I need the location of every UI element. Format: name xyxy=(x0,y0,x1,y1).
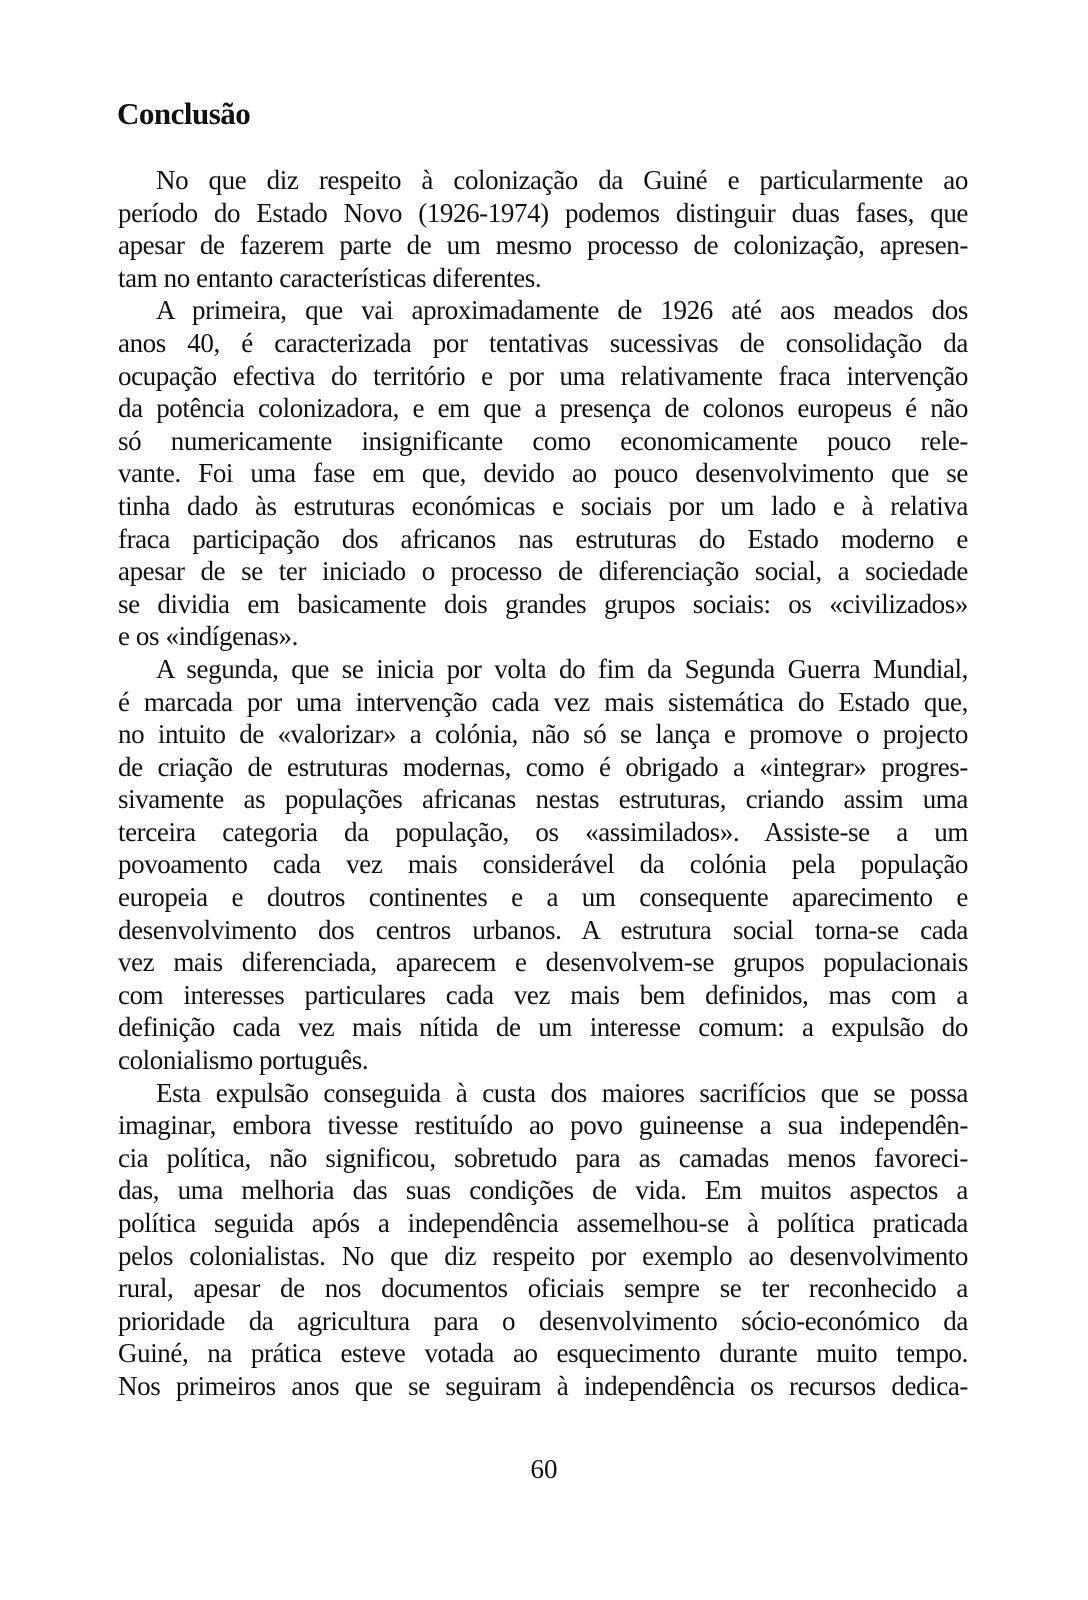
text-line: Nos primeiros anos que se seguiram à independência os recursos dedica- xyxy=(118,1370,968,1401)
text-line: desenvolvimento dos centros urbanos. A estrutura social torna-se cada xyxy=(118,914,968,945)
text-line: tinha dado às estruturas económicas e sociais por um lado e à relativa xyxy=(118,490,968,521)
text-line: A primeira, que vai aproximadamente de 1926 até aos meados dos xyxy=(156,295,968,326)
text-line: europeia e doutros continentes e a um consequente aparecimento e xyxy=(118,882,968,913)
text-line: terceira categoria da população, os «assimilados». Assiste-se a um xyxy=(118,816,968,847)
text-line: e os «indígenas». xyxy=(118,621,298,652)
text-line: se dividia em basicamente dois grandes grupos sociais: os «civilizados» xyxy=(118,588,968,619)
text-line: definição cada vez mais nítida de um interesse comum: a expulsão do xyxy=(118,1012,968,1043)
text-line: período do Estado Novo (1926-1974) podemos distinguir duas fases, que xyxy=(118,197,968,228)
text-line: rural, apesar de nos documentos oficiais sempre se ter reconhecido a xyxy=(118,1273,968,1304)
text-line: vante. Foi uma fase em que, devido ao pouco desenvolvimento que se xyxy=(118,458,968,489)
text-line: pelos colonialistas. No que diz respeito por exemplo ao desenvolvimento xyxy=(118,1240,968,1271)
text-line: no intuito de «valorizar» a colónia, não só se lança e promove o projecto xyxy=(118,719,968,750)
page-number: 60 xyxy=(530,1454,558,1484)
text-line: apesar de fazerem parte de um mesmo processo de colonização, apresen- xyxy=(118,230,968,261)
text-line: vez mais diferenciada, aparecem e desenvolvem-se grupos populacionais xyxy=(118,947,968,978)
text-line: tam no entanto características diferentes. xyxy=(118,262,542,293)
text-line: anos 40, é caracterizada por tentativas sucessivas de consolidação da xyxy=(118,327,968,358)
text-line: da potência colonizadora, e em que a presença de colonos europeus é não xyxy=(118,393,968,424)
text-line: com interesses particulares cada vez mais bem definidos, mas com a xyxy=(118,979,968,1010)
text-line: colonialismo português. xyxy=(118,1045,369,1076)
section-heading: Conclusão xyxy=(117,96,251,131)
text-line: prioridade da agricultura para o desenvolvimento sócio-económico da xyxy=(118,1305,968,1336)
text-line: das, uma melhoria das suas condições de vida. Em muitos aspectos a xyxy=(118,1175,968,1206)
text-line: ocupação efectiva do território e por uma relativamente fraca intervenção xyxy=(118,360,968,391)
text-line: Esta expulsão conseguida à custa dos maiores sacrifícios que se possa xyxy=(156,1077,968,1108)
text-line: sivamente as populações africanas nestas estruturas, criando assim uma xyxy=(118,784,968,815)
paragraph xyxy=(118,1077,968,1403)
text-line: No que diz respeito à colonização da Guiné e particularmente ao xyxy=(156,165,968,195)
text-line: imaginar, embora tivesse restituído ao povo guineense a sua independên- xyxy=(118,1110,968,1141)
text-line: povoamento cada vez mais considerável da colónia pela população xyxy=(118,849,968,880)
paragraph xyxy=(118,653,968,1077)
text-line: é marcada por uma intervenção cada vez mais sistemática do Estado que, xyxy=(118,686,968,717)
text-line: Guiné, na prática esteve votada ao esquecimento durante muito tempo. xyxy=(118,1338,968,1369)
paragraph xyxy=(118,164,968,294)
text-line: política seguida após a independência assemelhou-se à política praticada xyxy=(118,1208,968,1238)
text-line: cia política, não significou, sobretudo para as camadas menos favoreci- xyxy=(118,1142,968,1173)
text-line: A segunda, que se inicia por volta do fim da Segunda Guerra Mundial, xyxy=(156,653,968,684)
body-text xyxy=(118,164,968,1403)
text-line: só numericamente insignificante como economicamente pouco rele- xyxy=(118,425,968,456)
paragraph xyxy=(118,294,968,653)
text-line: apesar de se ter iniciado o processo de diferenciação social, a sociedade xyxy=(118,556,968,587)
text-line: de criação de estruturas modernas, como é obrigado a «integrar» progres- xyxy=(118,751,968,782)
text-line: fraca participação dos africanos nas estruturas do Estado moderno e xyxy=(118,523,968,554)
